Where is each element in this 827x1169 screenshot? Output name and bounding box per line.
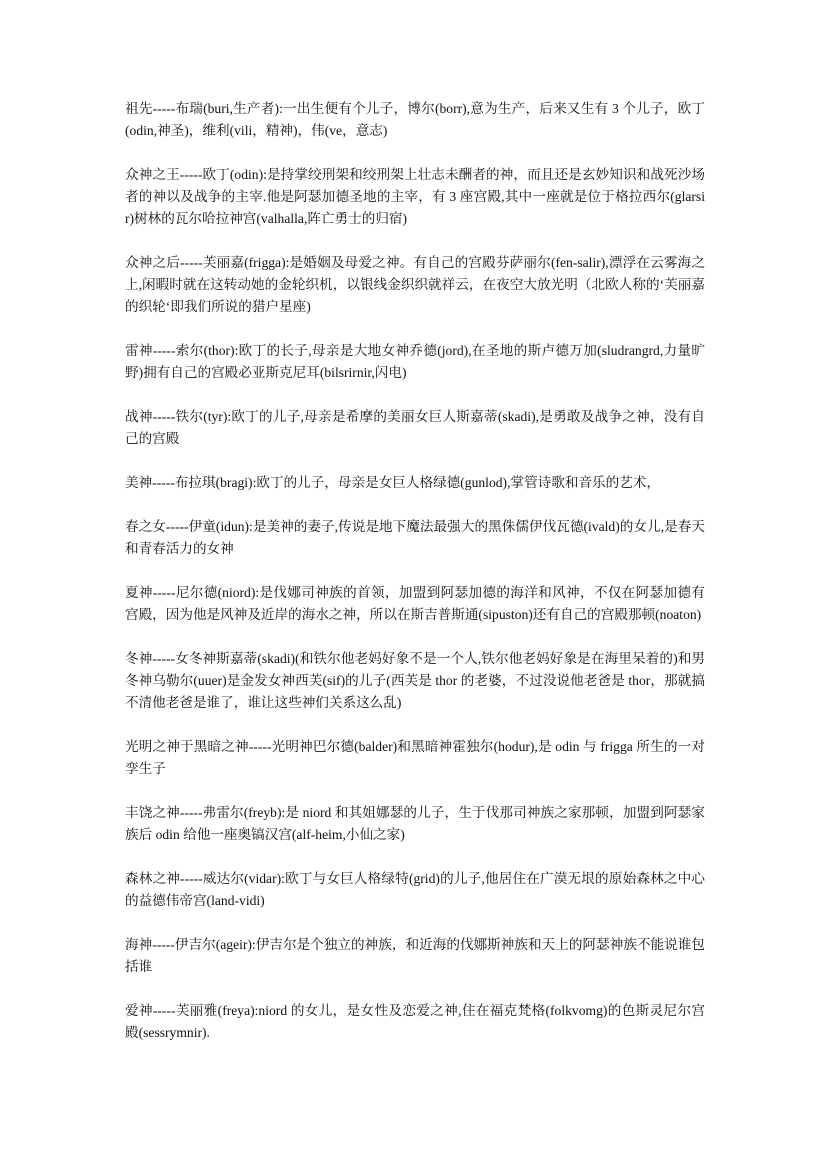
entry-spring-maiden: 春之女-----伊童(idun):是美神的妻子,传说是地下魔法最强大的黑侏儒伊伐瓦德(ivald)的女儿,是春天和青春活力的女神: [125, 519, 705, 556]
entry-queen-of-gods: 众神之后-----芙丽嘉(frigga):是婚姻及母爱之神。有自己的宫殿芬萨丽尔(fen-salir),漂浮在云雾海之上,闲暇时就在这转动她的金轮织机，以银线金织织就祥云，在夜空大放光明（北欧人称的‘芙丽嘉的织轮‘即我们所说的猎户星座): [125, 255, 705, 314]
document-body: [125, 98, 705, 1066]
entry-light-and-dark-gods: 光明之神于黑暗之神-----光明神巴尔德(balder)和黑暗神霍独尔(hodur),是 odin 与 frigga 所生的一对孪生子: [125, 739, 705, 776]
entry-goddess-of-love: 爱神-----芙丽雅(freya):niord 的女儿，是女性及恋爱之神,住在福克梵格(folkvomg)的色斯灵尼尔宫殿(sessrymnir).: [125, 1003, 705, 1040]
entry-king-of-gods: 众神之王-----欧丁(odin):是持掌绞刑架和绞刑架上壮志未酬者的神，而且还是玄妙知识和战死沙场者的神以及战争的主宰.他是阿瑟加德圣地的主宰，有 3 座宫殿,其中一座就是位于格拉西尔(glarsir)树林的瓦尔哈拉神宫(valhalla,阵亡勇士的归宿): [125, 167, 705, 226]
entry-war-god: 战神-----铁尔(tyr):欧丁的儿子,母亲是希摩的美丽女巨人斯嘉蒂(skadi),是勇敢及战争之神，没有自己的宫殿: [125, 409, 705, 446]
entry-god-of-beauty: 美神-----布拉琪(bragi):欧丁的儿子，母亲是女巨人格绿德(gunlod),掌管诗歌和音乐的艺术，: [125, 475, 661, 490]
entry-sea-god: 海神-----伊吉尔(ageir):伊吉尔是个独立的神族，和近海的伐娜斯神族和天上的阿瑟神族不能说谁包括谁: [125, 937, 705, 974]
entry-winter-gods: 冬神-----女冬神斯嘉蒂(skadi)(和铁尔他老妈好象不是一个人,铁尔他老妈好象是在海里呆着的)和男冬神乌勒尔(uuer)是金发女神西芙(sif)的儿子(西芙是 thor 的老婆，不过没说他老爸是 thor，那就搞不清他老爸是谁了，谁让这些神们关系这么乱): [125, 651, 705, 710]
entry-summer-god: 夏神-----尼尔德(niord):是伐娜司神族的首领，加盟到阿瑟加德的海洋和风神，不仅在阿瑟加德有宫殿，因为他是风神及近岸的海水之神，所以在斯吉普斯通(sipuston)还有自己的宫殿那顿(noaton): [125, 585, 705, 622]
entry-forest-god: 森林之神-----威达尔(vidar):欧丁与女巨人格绿特(grid)的儿子,他居住在广漠无垠的原始森林之中心的益德伟帝宫(land-vidi): [125, 871, 705, 908]
entry-thunder-god: 雷神-----索尔(thor):欧丁的长子,母亲是大地女神乔德(jord),在圣地的斯卢德万加(sludrangrd,力量旷野)拥有自己的宫殿必亚斯克尼耳(bilsrirnir,闪电): [125, 343, 705, 380]
entry-god-of-abundance: 丰饶之神-----弗雷尔(freyb):是 niord 和其姐娜瑟的儿子，生于伐那司神族之家那顿，加盟到阿瑟家族后 odin 给他一座奥镐汉宫(alf-heim,小仙之家): [125, 805, 705, 842]
entry-ancestor: 祖先-----布瑞(buri,生产者):一出生便有个儿子，博尔(borr),意为生产，后来又生有 3 个儿子，欧丁(odin,神圣)，维利(vili，精神)，伟(ve，意志): [125, 101, 705, 138]
